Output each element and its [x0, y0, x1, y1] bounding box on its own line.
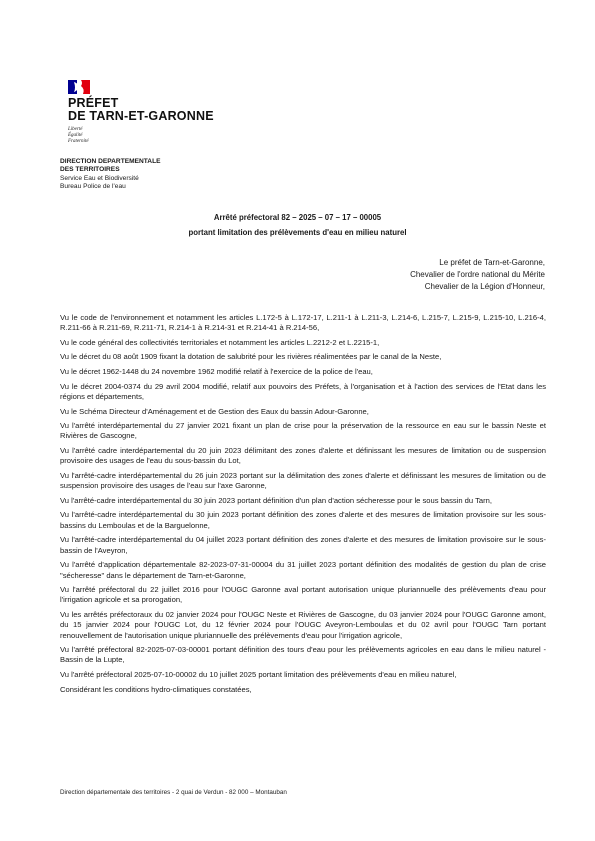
visa-paragraph: Vu le décret du 08 août 1909 fixant la dotation de salubrité pour les rivières réalimentées par le canal de la Neste,: [60, 352, 442, 362]
bureau-name: Bureau Police de l'eau: [60, 183, 126, 191]
visa-paragraph: Vu l'arrêté interdépartemental du 27 janvier 2021 fixant un plan de crise pour la préservation de la ressource en eau sur le bassin Neste et Rivières de Gascogne,: [60, 421, 546, 441]
motto-egalite: Égalité: [68, 133, 83, 138]
considerant-paragraph: Considérant les conditions hydro-climatiques constatées,: [60, 684, 252, 694]
visa-paragraph: Vu les arrêtés préfectoraux du 02 janvier 2024 pour l'OUGC Neste et Rivières de Gascogne, du 03 janvier 2024 pour l'OUGC Garonne amont, du 15 janvier 2024 pour l'OUGC Lot, du 12 février 2024 pour l'OUGC Aveyron-Lemboulas et du 02 avril pour l'OUGC Tarn portant renouvellement de l'autorisation unique pluriannuelle des prélèvements d'eau pour l'irrigation agricole,: [60, 609, 546, 640]
visa-paragraph: Vu l'arrêté cadre interdépartemental du 20 juin 2023 délimitant des zones d'alerte et définissant les mesures de limitation ou de suspension provisoire des usages de l'eau du sous-bassin du Lot,: [60, 446, 546, 466]
visa-paragraph: Vu le décret 1962-1448 du 24 novembre 1962 modifié relatif à l'exercice de la police de l'eau,: [60, 367, 373, 377]
republic-motto: [68, 127, 89, 145]
page-footer: Direction départementale des territoires - 2 quai de Verdun - 82 000 – Montauban: [60, 789, 287, 796]
prefet-title-line2: DE TARN-ET-GARONNE: [68, 109, 214, 123]
visa-paragraph: Vu l'arrêté-cadre interdépartemental du 30 juin 2023 portant définition des zones d'alerte et des mesures de limitation provisoire sur les sous-bassins du Lemboulas et de la Barguelonne,: [60, 510, 546, 530]
direction-line1: DIRECTION DEPARTEMENTALE: [60, 158, 161, 165]
visa-paragraph: Vu le code général des collectivités territoriales et notamment les articles L.2212-2 et L.2215-1,: [60, 337, 380, 347]
motto-liberte: Liberté: [68, 127, 83, 132]
prefet-title: [68, 97, 214, 123]
arrete-number: Arrêté préfectoral 82 – 2025 – 07 – 17 – 00005: [213, 213, 382, 222]
visa-paragraph: Vu l'arrêté préfectoral du 22 juillet 2016 pour l'OUGC Garonne aval portant autorisation unique pluriannuelle des prélèvements d'eau pour l'irrigation agricole et sa prorogation,: [60, 585, 546, 605]
visas-body: [60, 313, 546, 699]
signatory-line: Chevalier de la Légion d'Honneur,: [424, 282, 545, 291]
visa-paragraph: Vu le Schéma Directeur d'Aménagement et de Gestion des Eaux du bassin Adour-Garonne,: [60, 406, 369, 416]
visa-paragraph: Vu le code de l'environnement et notamment les articles L.172-5 à L.172-17, L.211-1 à L.211-3, L.214-6, L.215-7, L.215-9, L.215-10, L.216-4, R.211-66 à R.211-69, R.211-71, R.214-1 à R.214-31 et R.214-41 à R.214-56,: [60, 313, 546, 333]
visa-paragraph: Vu l'arrêté d'application départementale 82-2023-07-31-00004 du 31 juillet 2023 portant définition des modalités de gestion du plan de crise "sécheresse" dans le département de Tarn-et-Garonne,: [60, 560, 546, 580]
visa-paragraph: Vu l'arrêté-cadre interdépartemental du 30 juin 2023 portant définition d'un plan d'action sécheresse pour le sous bassin du Tarn,: [60, 495, 492, 505]
arrete-subject: portant limitation des prélèvements d'eau en milieu naturel: [188, 228, 407, 237]
signatory-line: Chevalier de l'ordre national du Mérite: [410, 270, 545, 279]
signatory-block: [410, 257, 545, 293]
visa-paragraph: Vu l'arrêté-cadre interdépartemental du 26 juin 2023 portant sur la délimitation des zones d'alerte et définissant les mesures de limitation ou de suspension provisoire des usages de l'eau sur l'axe Garonne,: [60, 470, 546, 491]
prefet-title-line1: PRÉFET: [68, 96, 119, 110]
direction-block: [60, 158, 161, 192]
motto-fraternite: Fraternité: [68, 139, 89, 144]
visa-paragraph: Vu le décret 2004-0374 du 29 avril 2004 modifié, relatif aux pouvoirs des Préfets, à l'organisation et à l'action des services de l'Etat dans les régions et départements,: [60, 381, 546, 401]
visa-paragraph: Vu l'arrêté préfectoral 82-2025-07-03-00001 portant définition des tours d'eau pour les prélèvements agricoles en eau dans le milieu naturel - Bassin de la Lupte,: [60, 645, 546, 665]
signatory-line: Le préfet de Tarn-et-Garonne,: [439, 258, 545, 267]
service-name: Service Eau et Biodiversité: [60, 174, 139, 182]
visa-paragraph: Vu l'arrêté-cadre interdépartemental du 04 juillet 2023 portant définition des zones d'alerte et des mesures de limitation provisoire sur le sous-bassin de l'Aveyron,: [60, 535, 546, 555]
marianne-logo-icon: [68, 80, 90, 94]
direction-line2: DES TERRITOIRES: [60, 166, 120, 174]
visa-paragraph: Vu l'arrêté préfectoral 2025-07-10-00002 du 10 juillet 2025 portant limitation des prélèvements d'eau en milieu naturel,: [60, 670, 457, 680]
